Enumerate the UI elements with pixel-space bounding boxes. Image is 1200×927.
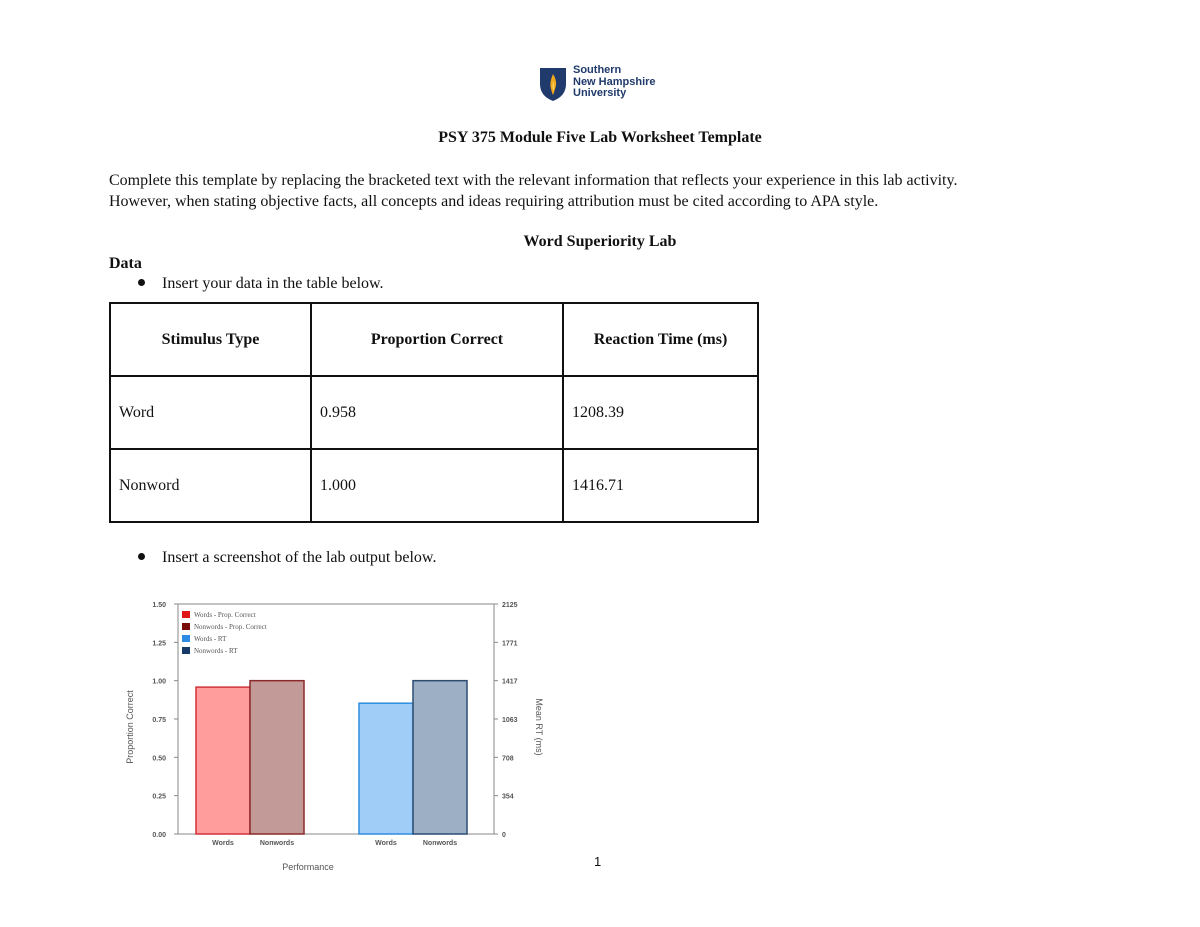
y-tick-label: 0.75 [152,717,166,724]
y-tick-label: 1.25 [152,640,166,648]
logo-line-2: New Hampshire [573,75,656,88]
y2-tick-label: 354 [502,793,514,801]
table-header: Reaction Time (ms) [563,303,758,376]
y2-tick-label: 2125 [502,602,518,609]
y-tick-label: 0.00 [152,832,166,839]
y-tick-label: 0.50 [152,755,166,763]
bar [196,687,250,834]
shield-flame-icon [538,66,568,102]
legend-label: Words - Prop. Correct [194,611,256,619]
legend-label: Nonwords - RT [194,647,238,655]
table-row [110,376,758,449]
legend-swatch [182,611,190,618]
table-row [110,449,758,522]
table-header: Stimulus Type [110,303,311,376]
table-cell: Word [110,376,311,449]
y2-tick-label: 0 [502,832,506,839]
y2-axis-label: Mean RT (ms) [534,698,544,756]
logo-line-1: Southern [573,64,622,76]
x-tick-label: Words [375,840,397,847]
table-cell: 1208.39 [563,376,758,449]
y2-tick-label: 1771 [502,640,518,648]
bullet-icon [138,553,145,560]
section-heading: Data [109,255,142,272]
bullet-icon [138,279,145,286]
intro-paragraph [109,170,1109,212]
logo-line-3: University [573,87,627,99]
y-tick-label: 1.50 [152,602,166,609]
page-number: 1 [594,854,602,869]
legend-swatch [182,647,190,654]
y-tick-label: 0.25 [152,793,166,801]
x-tick-label: Words [212,840,234,847]
table-cell: 1.000 [311,449,563,522]
bullet-text: Insert a screenshot of the lab output below. [162,549,437,566]
lab-output-chart [118,592,558,877]
y2-tick-label: 1417 [502,678,518,686]
y2-tick-label: 708 [502,755,514,763]
bar [250,681,304,834]
chart-svg [118,592,558,877]
y-axis-label: Proportion Correct [125,690,135,764]
table-cell: Nonword [110,449,311,522]
bullet-item [138,549,436,567]
x-tick-label: Nonwords [259,840,295,847]
legend-label: Nonwords - Prop. Correct [194,623,267,631]
legend-label: Words - RT [194,635,227,643]
lab-subtitle: Word Superiority Lab [523,233,677,250]
data-table [109,302,759,523]
intro-line-2: However, when stating objective facts, all concepts and ideas requiring attribution must be cited according to APA style. [109,193,879,210]
bullet-text: Insert your data in the table below. [162,275,384,292]
y2-tick-label: 1063 [502,717,518,724]
table-cell: 0.958 [311,376,563,449]
bar [359,703,413,834]
table-header: Proportion Correct [311,303,563,376]
legend-swatch [182,635,190,642]
table-header-row [110,303,758,376]
y-tick-label: 1.00 [152,678,166,686]
logo-wordmark [573,65,656,100]
university-logo [538,64,668,104]
intro-line-1: Complete this template by replacing the bracketed text with the relevant information that reflects your experience in this lab activity. [109,172,958,189]
document-title: PSY 375 Module Five Lab Worksheet Template [438,129,762,146]
bullet-item [138,275,384,293]
x-axis-label: Performance [282,862,334,872]
x-tick-label: Nonwords [422,840,458,847]
bar [413,681,467,834]
legend-swatch [182,623,190,630]
table-cell: 1416.71 [563,449,758,522]
